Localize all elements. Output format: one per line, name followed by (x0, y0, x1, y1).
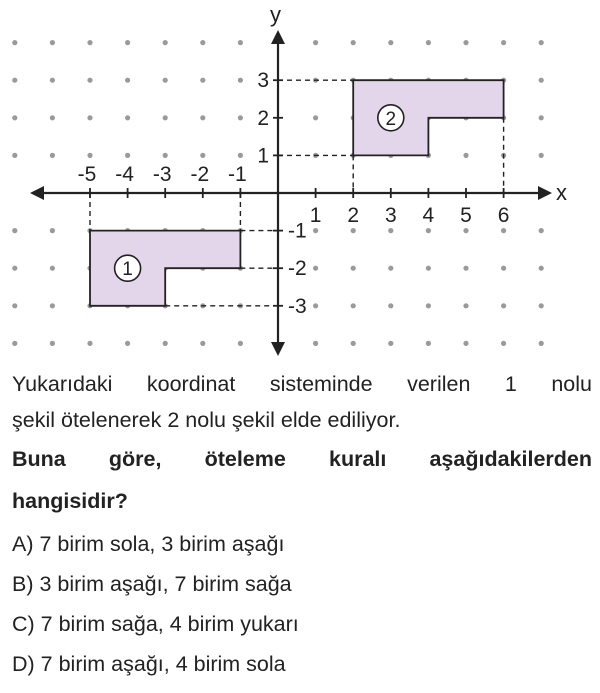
grid-dot (313, 115, 318, 120)
x-axis-label: x (556, 180, 567, 205)
option-b[interactable] (12, 564, 592, 604)
grid-dot (388, 303, 393, 308)
option-d-letter: D) (12, 652, 35, 676)
grid-dot (501, 228, 506, 233)
grid-dot (12, 266, 17, 271)
grid-dot (539, 78, 544, 83)
x-tick-label: 1 (309, 204, 322, 227)
y-axis-arrow (271, 30, 285, 44)
grid-dot (463, 228, 468, 233)
grid-dot (125, 341, 130, 346)
y-axis-arrow-down (271, 342, 285, 356)
intro-line-1: Yukarıdaki koordinat sisteminde verilen 1 nolu (12, 372, 592, 396)
y-axis-label: y (270, 2, 281, 27)
grid-dot (463, 40, 468, 45)
grid-dot (238, 341, 243, 346)
grid-dot (163, 341, 168, 346)
x-tick-label: 6 (497, 204, 510, 227)
y-tick-label: -2 (288, 257, 307, 281)
grid-dot (539, 153, 544, 158)
x-axis-arrow (538, 186, 552, 200)
grid-dot (539, 266, 544, 271)
grid-dot (125, 153, 130, 158)
grid-dot (313, 40, 318, 45)
x-tick-label: -1 (228, 163, 247, 186)
grid-dot (388, 40, 393, 45)
option-b-letter: B) (12, 572, 34, 596)
grid-dot (50, 228, 55, 233)
x-tick-label: 4 (422, 204, 435, 227)
question-text (12, 366, 592, 684)
y-tick-label: 1 (257, 144, 269, 168)
grid-dot (87, 341, 92, 346)
grid-dot (501, 341, 506, 346)
grid-dot (351, 40, 356, 45)
grid-dot (163, 153, 168, 158)
grid-dot (539, 40, 544, 45)
option-d-text: 7 birim aşağı, 4 birim sola (40, 652, 286, 676)
grid-dot (200, 153, 205, 158)
grid-dot (539, 228, 544, 233)
grid-dot (426, 303, 431, 308)
grid-dot (12, 40, 17, 45)
grid-dot (50, 341, 55, 346)
grid-dot (163, 78, 168, 83)
grid-dot (351, 266, 356, 271)
shape-2 (353, 80, 503, 155)
grid-dot (238, 40, 243, 45)
x-tick-label: -2 (190, 163, 210, 186)
grid-dot (12, 228, 17, 233)
y-tick-label: 3 (257, 69, 269, 93)
grid-dot (351, 303, 356, 308)
shape-1 (90, 231, 240, 306)
grid-dot (87, 115, 92, 120)
grid-dot (313, 228, 318, 233)
grid-dot (238, 153, 243, 158)
grid-dot (200, 115, 205, 120)
x-axis-arrow-left (30, 186, 44, 200)
grid-dot (163, 40, 168, 45)
answer-options (12, 524, 592, 684)
option-a-letter: A) (12, 532, 34, 556)
intro-line-2: şekil ötelenerek 2 nolu şekil elde ediliyor. (12, 408, 401, 432)
grid-dot (313, 303, 318, 308)
x-tick-label: -4 (115, 163, 134, 186)
grid-dot (87, 40, 92, 45)
option-c[interactable] (12, 604, 592, 644)
y-tick-label: -3 (288, 294, 307, 318)
x-tick-label: 3 (384, 204, 397, 227)
option-b-text: 3 birim aşağı, 7 birim sağa (39, 572, 292, 596)
x-tick-label: -3 (152, 163, 172, 186)
grid-dot (426, 341, 431, 346)
grid-dot (501, 303, 506, 308)
grid-dot (463, 341, 468, 346)
grid-dot (12, 153, 17, 158)
grid-dot (125, 40, 130, 45)
grid-dot (539, 115, 544, 120)
grid-dot (12, 78, 17, 83)
grid-dot (125, 115, 130, 120)
option-c-text: 7 birim sağa, 4 birim yukarı (40, 612, 299, 636)
question-line-1: Buna göre, öteleme kuralı aşağıdakilerden (12, 447, 592, 471)
option-a-text: 7 birim sola, 3 birim aşağı (39, 532, 285, 556)
shape-1-label: 1 (122, 259, 133, 281)
grid-dot (539, 341, 544, 346)
grid-dot (50, 78, 55, 83)
grid-dot (426, 266, 431, 271)
grid-dot (87, 153, 92, 158)
x-tick-label: -5 (77, 163, 97, 186)
grid-dot (87, 78, 92, 83)
grid-dot (501, 40, 506, 45)
option-a[interactable] (12, 524, 592, 564)
grid-dot (50, 303, 55, 308)
grid-dot (50, 153, 55, 158)
grid-dot (200, 40, 205, 45)
x-tick-label: 2 (347, 204, 360, 227)
grid-dot (426, 228, 431, 233)
grid-dot (50, 266, 55, 271)
grid-dot (238, 78, 243, 83)
grid-dot (351, 228, 356, 233)
grid-dot (501, 266, 506, 271)
grid-dot (163, 115, 168, 120)
grid-dot (463, 266, 468, 271)
grid-dot (539, 303, 544, 308)
grid-dot (12, 115, 17, 120)
question-line-2: hangisidir? (12, 489, 128, 513)
grid-dot (200, 78, 205, 83)
y-tick-label: -1 (288, 219, 307, 243)
grid-dot (388, 228, 393, 233)
shape-2-label: 2 (385, 108, 397, 130)
grid-dot (351, 341, 356, 346)
grid-dot (463, 303, 468, 308)
grid-dot (50, 40, 55, 45)
y-tick-label: 2 (257, 106, 269, 130)
grid-dot (12, 341, 17, 346)
grid-dot (50, 115, 55, 120)
grid-dot (388, 266, 393, 271)
grid-dot (463, 153, 468, 158)
option-d[interactable] (12, 644, 592, 684)
grid-dot (125, 78, 130, 83)
grid-dot (426, 40, 431, 45)
grid-dot (313, 341, 318, 346)
option-c-letter: C) (12, 612, 35, 636)
grid-dot (313, 266, 318, 271)
grid-dot (388, 341, 393, 346)
grid-dot (238, 115, 243, 120)
grid-dot (12, 303, 17, 308)
grid-dot (200, 341, 205, 346)
x-tick-label: 5 (460, 204, 472, 227)
